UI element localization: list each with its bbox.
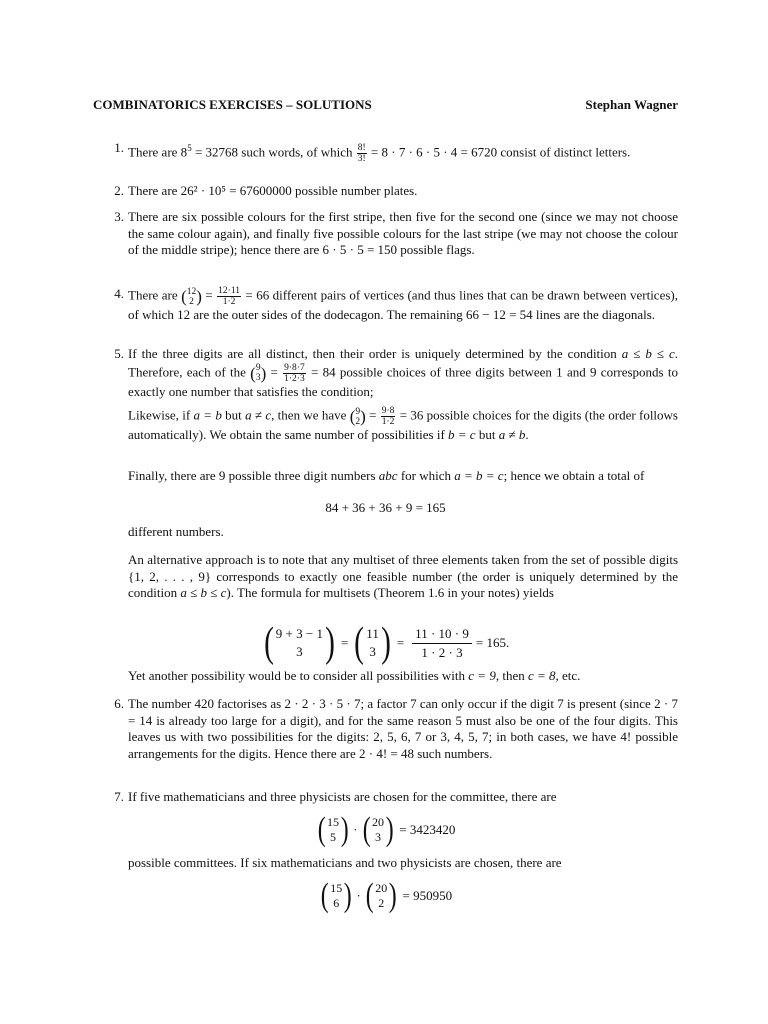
solution-text: There are $8^5 = 32768$ such words, of which $\frac{8!}{3!}$ = 8 · 7 · 6 · 5 · 4 = 6720 consist of distinct letters. [128, 142, 631, 164]
item-number: 4. [114, 286, 124, 301]
item-number: 1. [114, 140, 124, 155]
item-number: 2. [114, 183, 124, 198]
paragraph-six-two: possible committees. If six mathematicians and two physicists are chosen, there are [128, 855, 562, 870]
item-number: 5. [114, 346, 124, 361]
solution-text: There are six possible colours for the first stripe, then five for the second one (since we may not choose the same colour again), and finally five possible colours for the last stripe (we may not choose the colour of the middle stripe); hence there are 6 · 5 · 5 = 150 possible flags. [128, 209, 678, 257]
equation-multiset: ( 9 + 3 − 1 3 ) = ( 11 3 ) = $\frac{11 \cdot 10 \cdot 9}{1 \cdot 2 \cdot 3}$ = 165. [263, 620, 510, 666]
paragraph-two-equal: Likewise, if a = b but a ≠ c, then we have ( 9 2 ) = $\frac{9\cdot 8}{1\cdot 2}$ = 36 possible choices for the digits (the order follows automatically). We obtain the same number of possibilities if b = c but a ≠ b. [128, 406, 678, 442]
item-number: 6. [114, 696, 124, 711]
author-name: Stephan Wagner [585, 97, 678, 112]
paragraph-different-numbers: different numbers. [128, 524, 224, 539]
item-number: 7. [114, 789, 124, 804]
paragraph-all-equal: Finally, there are 9 possible three digit numbers abc for which a = b = c; hence we obtain a total of [128, 468, 645, 483]
paragraph-five-three: If five mathematicians and three physicists are chosen for the committee, there are [128, 789, 557, 804]
page-header [93, 97, 678, 114]
solution-text: There are ( 12 2 ) = $\frac{12\cdot 11}{1\cdot 2}$ = 66 different pairs of vertices (and thus lines that can be drawn between vertices), of which 12 are the outer sides of the dodecagon. The remaining 66 − 12 = 54 lines are the diagonals. [128, 286, 678, 322]
paragraph-multiset: An alternative approach is to note that any multiset of three elements taken from the set of possible digits {1, 2, . . . , 9} corresponds to exactly one feasible number (the order is uniquely determined by the condition a ≤ b ≤ c). The formula for multisets (Theorem 1.6 in your notes) yields [128, 552, 678, 600]
equation-five-three: ( 15 5 ) · ( 20 3 ) = 3423420 [317, 811, 456, 848]
paragraph-another-possibility: Yet another possibility would be to consider all possibilities with c = 9, then c = 8, etc. [128, 668, 581, 683]
equation-six-two: ( 15 6 ) · ( 20 2 ) = 950950 [320, 877, 453, 914]
equation-total: 84 + 36 + 36 + 9 = 165 [325, 500, 446, 515]
solution-text: There are 26² · 10⁵ = 67600000 possible number plates. [128, 183, 418, 198]
item-number: 3. [114, 209, 124, 224]
document-title: COMBINATORICS EXERCISES – SOLUTIONS [93, 97, 372, 112]
solution-text: The number 420 factorises as 2 · 2 · 3 · 5 · 7; a factor 7 can only occur if the digit 7 is present (since 2 · 7 = 14 is already too large for a digit), and for the same reason 5 must also be one of the four digits. This leaves us with two possibilities for the digits: 2, 5, 6, 7 or 3, 4, 5, 7; in both cases, we have 4! possible arrangements for the digits. Hence there are 2 · 4! = 48 such numbers. [128, 696, 678, 761]
paragraph-distinct-digits: If the three digits are all distinct, then their order is uniquely determined by the condition a ≤ b ≤ c. Therefore, each of the ( 9 3 ) = $\frac{9\cdot 8\cdot 7}{1\cdot 2\cdot 3}$ = 84 possible choices of three digits between 1 and 9 corresponds to exactly one number that satisfies the condition; [128, 346, 679, 399]
